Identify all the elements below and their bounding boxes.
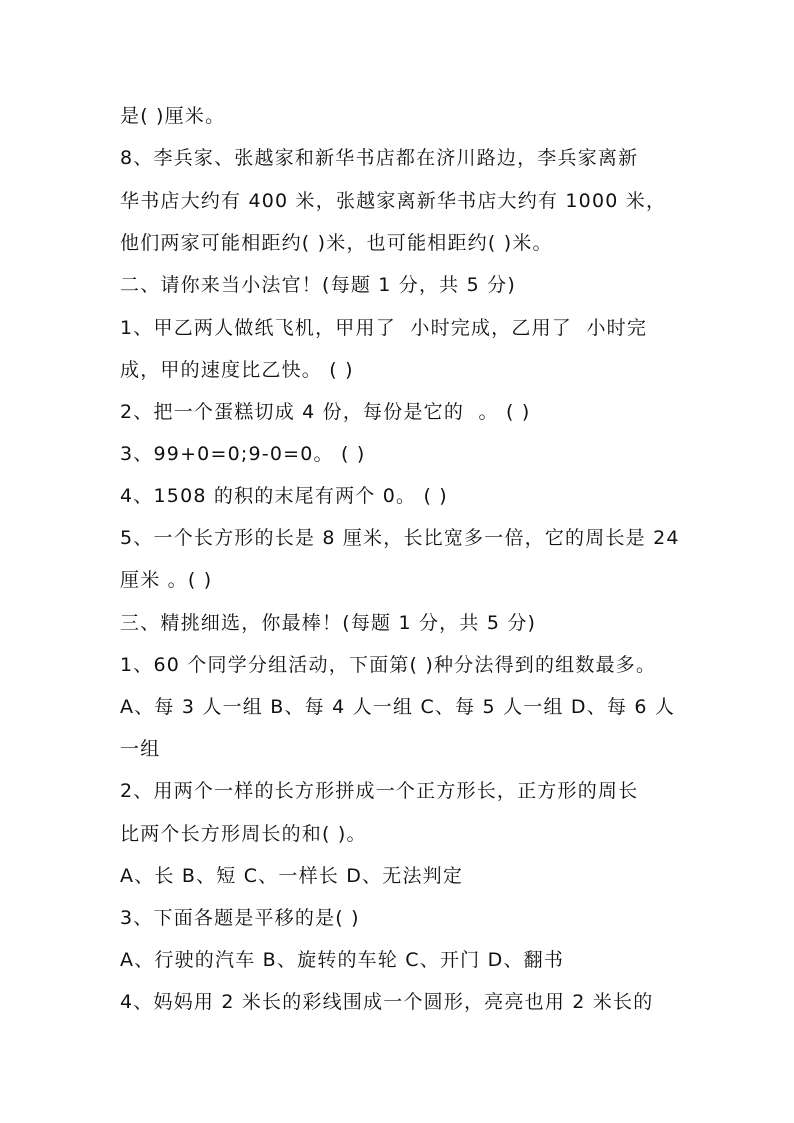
choice-2-options: A、长 B、短 C、一样长 D、无法判定 bbox=[120, 865, 464, 887]
section-2-heading: 二、请你来当小法官！(每题 1 分，共 5 分) bbox=[120, 274, 516, 296]
judge-5-line-2: 厘米 。( ) bbox=[120, 569, 213, 591]
judge-2: 2、把一个蛋糕切成 4 份，每份是它的 。 ( ) bbox=[120, 401, 531, 423]
choice-1-options-line-2: 一组 bbox=[120, 738, 161, 760]
judge-1-line-1: 1、甲乙两人做纸飞机，甲用了 小时完成，乙用了 小时完 bbox=[120, 317, 648, 339]
choice-4-question-line-1: 4、妈妈用 2 米长的彩线围成一个圆形，亮亮也用 2 米长的 bbox=[120, 991, 654, 1013]
choice-1-options-line-1: A、每 3 人一组 B、每 4 人一组 C、每 5 人一组 D、每 6 人 bbox=[120, 696, 676, 718]
judge-3: 3、99+0=0;9-0=0。 ( ) bbox=[120, 443, 366, 465]
judge-1-line-2: 成，甲的速度比乙快。 ( ) bbox=[120, 359, 354, 381]
text-line-answer-cm: 是( )厘米。 bbox=[120, 105, 226, 127]
question-8-line-1: 8、李兵家、张越家和新华书店都在济川路边，李兵家离新 bbox=[120, 147, 639, 169]
section-3-heading: 三、精挑细选，你最棒！(每题 1 分，共 5 分) bbox=[120, 612, 537, 634]
choice-3-options: A、行驶的汽车 B、旋转的车轮 C、开门 D、翻书 bbox=[120, 949, 565, 971]
choice-3-question: 3、下面各题是平移的是( ) bbox=[120, 907, 360, 929]
choice-2-question-line-2: 比两个长方形周长的和( )。 bbox=[120, 823, 367, 845]
judge-5-line-1: 5、一个长方形的长是 8 厘米，长比宽多一倍，它的周长是 24 bbox=[120, 527, 680, 549]
choice-2-question-line-1: 2、用两个一样的长方形拼成一个正方形长，正方形的周长 bbox=[120, 780, 639, 802]
question-8-line-2: 华书店大约有 400 米，张越家离新华书店大约有 1000 米， bbox=[120, 190, 667, 212]
question-8-line-3: 他们两家可能相距约( )米，也可能相距约( )米。 bbox=[120, 232, 553, 254]
judge-4: 4、1508 的积的末尾有两个 0。 ( ) bbox=[120, 485, 448, 507]
choice-1-question: 1、60 个同学分组活动，下面第( )种分法得到的组数最多。 bbox=[120, 654, 657, 676]
